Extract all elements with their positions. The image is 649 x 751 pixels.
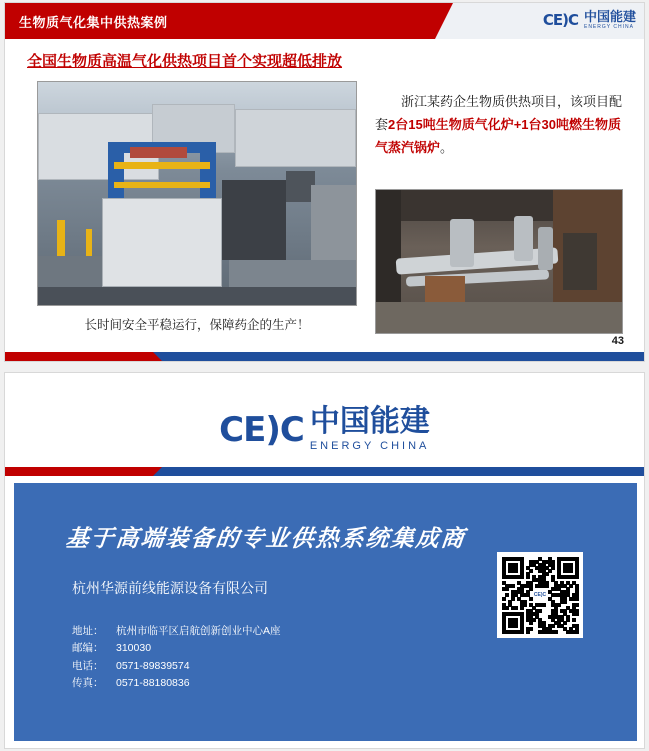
cec-logo-cn: 中国能建	[309, 405, 430, 438]
qr-code	[497, 552, 583, 638]
contact-details	[72, 623, 281, 692]
slide-closing	[4, 372, 645, 749]
slide-title: 生物质气化集中供热案例	[19, 15, 168, 30]
description-highlight: 2台15吨生物质气化炉+1台30吨燃生物质气蒸汽锅炉	[375, 116, 621, 155]
contact-value-address: 杭州市临平区启航创新创业中心A座	[116, 625, 281, 637]
cec-logo-cn: 中国能建	[583, 9, 636, 24]
cec-logo-text	[584, 10, 636, 30]
divider-red-accent	[5, 467, 153, 476]
contact-panel	[14, 483, 637, 741]
slide-footer-bar	[5, 352, 645, 361]
footer-red-accent	[5, 352, 153, 361]
company-slogan: 基于高端装备的专业供热系统集成商	[64, 526, 468, 551]
energy-china-logo-large	[219, 407, 430, 452]
contact-row	[72, 623, 281, 640]
description-tail: 。	[440, 139, 454, 155]
contact-row	[72, 640, 281, 657]
contact-value-phone: 0571-89839574	[116, 659, 190, 672]
company-name: 杭州华源前线能源设备有限公司	[72, 580, 268, 596]
energy-china-logo	[543, 10, 636, 30]
cec-logo-en: ENERGY CHINA	[583, 24, 634, 30]
cec-logo-text	[310, 407, 430, 452]
boiler-room-piping-photo	[375, 189, 623, 334]
contact-label-fax: 传真：	[72, 676, 104, 689]
slide-divider-bar	[5, 467, 645, 476]
contact-row	[72, 675, 281, 692]
contact-row	[72, 658, 281, 675]
slide-biomass-case	[4, 2, 645, 362]
cec-logo-mark: CE)C	[542, 11, 578, 29]
biomass-gasification-plant-photo	[37, 81, 357, 306]
cec-logo-en: ENERGY CHINA	[309, 440, 430, 452]
contact-value-postcode: 310030	[116, 642, 152, 655]
cec-logo-mark: CE)C	[219, 409, 304, 450]
contact-value-fax: 0571-88180836	[116, 676, 190, 689]
slide-header-bar	[5, 3, 645, 39]
qr-code-pattern	[502, 557, 578, 633]
project-description	[375, 91, 623, 159]
slide-page-number: 43	[611, 335, 624, 347]
qr-center-logo: CE)C	[531, 589, 549, 601]
slide-subtitle: 全国生物质高温气化供热项目首个实现超低排放	[27, 53, 343, 70]
contact-label-address: 地址：	[72, 625, 104, 637]
description-lead: 浙江某药企生物质供热项目，该项目配套	[375, 94, 623, 132]
contact-label-phone: 电话：	[72, 659, 104, 672]
contact-label-postcode: 邮编：	[72, 642, 104, 655]
main-photo-caption: 长时间安全平稳运行，保障药企的生产！	[84, 318, 310, 332]
